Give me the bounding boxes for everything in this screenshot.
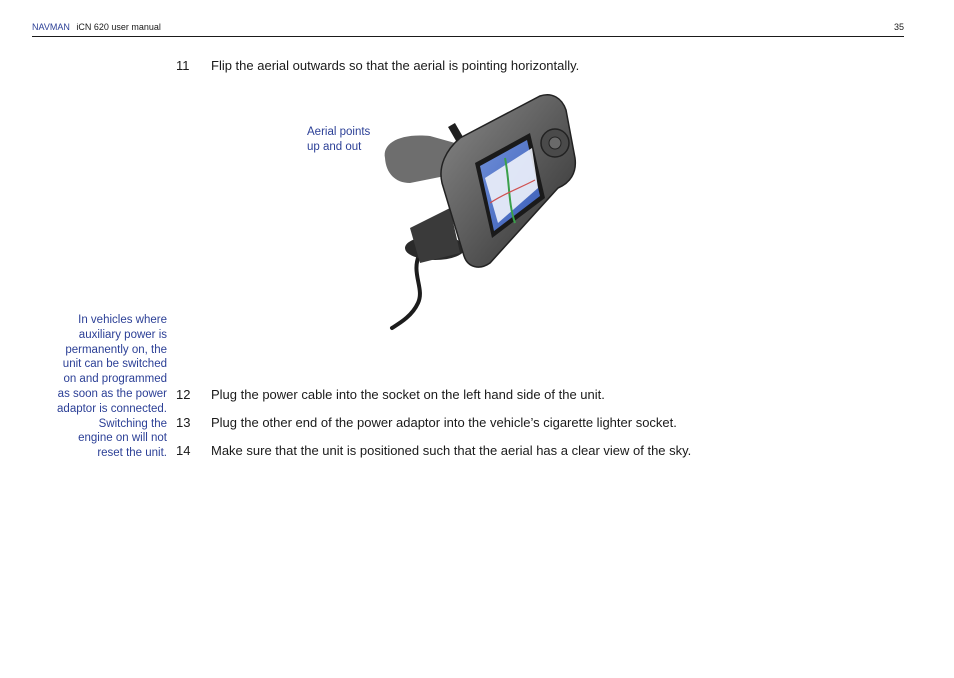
step-number: 14 bbox=[176, 443, 191, 458]
step-number: 13 bbox=[176, 415, 191, 430]
note-line: permanently on, the bbox=[65, 343, 167, 356]
note-line: In vehicles where bbox=[78, 314, 167, 326]
step-number: 12 bbox=[176, 387, 191, 402]
note-line: adaptor is connected. bbox=[57, 402, 167, 415]
page-number: 35 bbox=[893, 22, 904, 32]
note-line: on and programmed bbox=[63, 373, 167, 386]
step-text: Make sure that the unit is positioned such that the aerial has a clear view of the sky. bbox=[211, 443, 692, 458]
step-text: Plug the power cable into the socket on the left hand side of the unit. bbox=[211, 387, 605, 402]
callout-line: Aerial points bbox=[307, 126, 371, 138]
callout-line: up and out bbox=[307, 141, 362, 153]
note-line: reset the unit. bbox=[97, 447, 167, 460]
note-line: unit can be switched bbox=[62, 358, 167, 371]
note-line: engine on will not bbox=[78, 432, 167, 445]
document-title: iCN 620 user manual bbox=[76, 22, 161, 32]
step-text: Flip the aerial outwards so that the aerial is pointing horizontally. bbox=[211, 58, 580, 73]
note-line: auxiliary power is bbox=[78, 328, 167, 341]
note-line: Switching the bbox=[98, 417, 167, 430]
step-text: Plug the other end of the power adaptor into the vehicle’s cigarette lighter socket. bbox=[211, 415, 677, 430]
gps-device-illustration bbox=[380, 88, 580, 338]
brand-name: NAVMAN bbox=[32, 22, 70, 32]
page-header bbox=[32, 22, 904, 36]
header-rule bbox=[32, 36, 904, 37]
note-line: as soon as the power bbox=[57, 387, 167, 400]
sidebar-note bbox=[40, 313, 167, 461]
step-number: 11 bbox=[176, 58, 190, 73]
